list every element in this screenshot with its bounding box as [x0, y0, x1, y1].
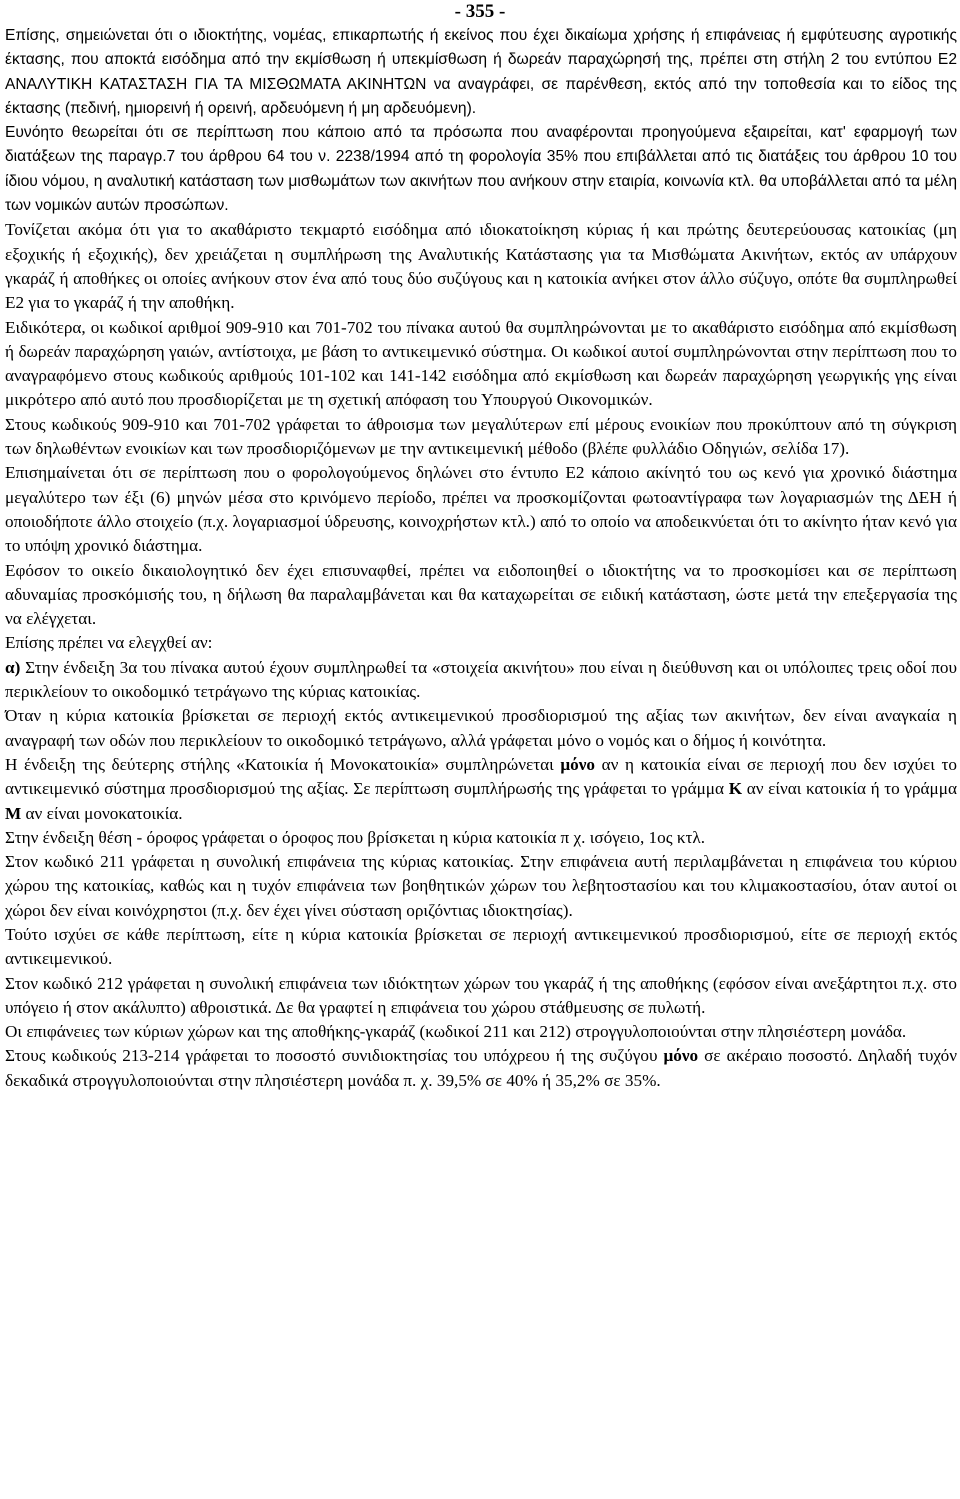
text-run: αν είναι κατοικία ή το γράμμα [742, 779, 957, 799]
paragraph-code-212: Στον κωδικό 212 γράφεται η συνολική επιφάνεια των ιδιόκτητων χώρων του γκαράζ ή της αποθήκης (εφόσον είναι ανεξάρτητοι π.χ. στο υπόγειο ή στον ακάλυπτο) αθροιστικά. Δε θα γραφτεί η επιφάνεια του χώρου στάθμευσης σε πυλωτή. [5, 973, 957, 1017]
bold-letter-m: Μ [5, 803, 22, 823]
paragraph-codes-213-214 [5, 1044, 957, 1093]
paragraph-owner-occupancy: Τονίζεται ακόμα ότι για το ακαθάριστο τεκμαρτό εισόδημα από ιδιοκατοίκηση κύριας ή και πρώτης δευτερεύουσας κατοικίας (μη εξοχικής ή εξοχικής), δεν χρειάζεται η συμπλήρωση της Αναλυτικής Κατάστασης για τα Μισθώματα Ακινήτων, εκτός αν υπάρχουν γκαράζ ή αποθήκες οι οποίες ανήκουν στον ένα από τους δύο συζύγους και η κατοικία ανήκει στον άλλο σύζυγο, οπότε θα συμπληρωθεί Ε2 για το γκαράζ ή την αποθήκη. [5, 220, 957, 313]
text-run: αν η κατοικία είναι σε περιοχή που δεν ισχύει το αντικειμενικό σύστημα προσδιορισμού της αξίας. Σε περίπτωση συμπλήρωσής της γράφεται το γράμμα [5, 754, 957, 799]
paragraph-vacant-property: Επισημαίνεται ότι σε περίπτωση που ο φορολογούμενος δηλώνει στο έντυπο Ε2 κάποιο ακίνητό του ως κενό για χρονικό διάστημα μεγαλύτερο των έξι (6) μηνών μέσα στο κρινόμενο περίοδο, πρέπει να προσκομίζονται φωτοαντίγραφα των λογαριασμών της ΔΕΗ ή οποιοδήποτε άλλο στοιχείο (π.χ. λογαριασμοί ύδρευσης, κοινοχρήστων κτλ.) από το οποίο να αποδεικνύεται ότι το ακίνητο ήταν κενό για το υπόψη χρονικό διάστημα. [5, 463, 957, 556]
paragraph-agricultural-land: Επίσης, σημειώνεται ότι ο ιδιοκτήτης, νομέας, επικαρπωτής ή εκείνος που έχει δικαίωμα χρήσης ή επιφάνειας ή εμφύτευσης αγροτικής έκτασης, που αποκτά εισόδημα από την εκμίσθωση ή υπεκμίσθωση ή δωρεάν παραχώρησή της, πρέπει στη στήλη 2 του εντύπου Ε2 ΑΝΑΛΥΤΙΚΗ ΚΑΤΑΣΤΑΣΗ ΓΙΑ ΤΑ ΜΙΣΘΩΜΑΤΑ ΑΚΙΝΗΤΩΝ να αναγράφει, σε παρένθεση, εκτός από την τοποθεσία και το είδος της έκτασης (πεδινή, ημιορεινή ή ορεινή, αρδευόμενη ή μη αρδευόμενη). [5, 27, 957, 117]
text-run: Στους κωδικούς 213-214 γράφεται το ποσοστό συνιδιοκτησίας του υπόχρεου ή της συζύγου [5, 1046, 664, 1066]
bold-only: μόνο [560, 754, 595, 774]
paragraph-floor-position: Στην ένδειξη θέση - όροφος γράφεται ο όροφος που βρίσκεται η κύρια κατοικία π χ. ισόγειο, 1ος κτλ. [5, 827, 706, 847]
bold-letter-k: Κ [728, 779, 743, 799]
paragraph-house-type [5, 753, 957, 826]
paragraph-outside-objective-zone: Όταν η κύρια κατοικία βρίσκεται σε περιοχή εκτός αντικειμενικού προσδιορισμού της αξίας των ακινήτων, δεν είναι αναγκαία η αναγραφή των οδών που περικλείουν το οικοδομικό τετράγωνο, αλλά γράφεται μόνο ο νομός και ο δήμος ή κοινότητα. [5, 706, 957, 750]
document-body [5, 24, 957, 1093]
check-a-text: Στην ένδειξη 3α του πίνακα αυτού έχουν συμπληρωθεί τα «στοιχεία ακινήτου» που είναι η διεύθυνση και οι υπόλοιπες τρεις οδοί που περικλείουν το οικοδομικό τετράγωνο της κύριας κατοικίας. [5, 657, 957, 702]
paragraph-check-a [5, 656, 957, 705]
paragraph-checks-intro: Επίσης πρέπει να ελεγχθεί αν: [5, 633, 213, 653]
bold-only: μόνο [663, 1046, 699, 1066]
text-run: αν είναι μονοκατοικία. [21, 803, 183, 823]
paragraph-applies-always: Τούτο ισχύει σε κάθε περίπτωση, είτε η κύρια κατοικία βρίσκεται σε περιοχή αντικειμενικού προσδιορισμού, είτε σε περιοχή εκτός αντικειμενικού. [5, 924, 957, 969]
list-label-a: α) [5, 657, 21, 677]
text-run: σε ακέραιο ποσοστό. Δηλαδή τυχόν δεκαδικά στρογγυλοποιούνται στην πλησιέστερη μονάδα π. χ. 39,5% σε 40% ή 35,2% σε 35%. [5, 1046, 957, 1090]
paragraph-exempt-persons: Ευνόητο θεωρείται ότι σε περίπτωση που κάποιο από τα πρόσωπα που αναφέρονται προηγούμενα εξαιρείται, κατ' εφαρμογή των διατάξεων της παραγρ.7 του άρθρου 64 του ν. 2238/1994 από τη φορολογία 35% που επιβάλλεται από τις διατάξεις του άρθρου 10 του ίδιου νόμου, η αναλυτική κατάσταση των μισθωμάτων των ακινήτων που ανήκουν στην εταιρία, κοινωνία κτλ. θα υποβάλλεται από τα μέλη των νομικών αυτών προσώπων. [5, 124, 957, 215]
paragraph-rounding: Οι επιφάνειες των κύριων χώρων και της αποθήκης-γκαράζ (κωδικοί 211 και 212) στρογγυλοποιούνται στην πλησιέστερη μονάδα. [5, 1022, 907, 1042]
page-number: - 355 - [454, 1, 506, 22]
paragraph-missing-documents: Εφόσον το οικείο δικαιολογητικό δεν έχει επισυναφθεί, πρέπει να ειδοποιηθεί ο ιδιοκτήτης να το προσκομίσει και σε περίπτωση αδυναμίας προσκόμισής του, η δήλωση θα παραλαμβάνεται και θα καταχωρείται σε ειδική κατάσταση, ώστε μετά την επεξεργασία της να ελέγχεται. [5, 560, 957, 629]
paragraph-code-211: Στον κωδικό 211 γράφεται η συνολική επιφάνεια της κύριας κατοικίας. Στην επιφάνεια αυτή περιλαμβάνεται η επιφάνεια του κύριου χώρου της κατοικίας, καθώς και η τυχόν επιφάνεια των βοηθητικών χώρων του λεβητοστασίου και του κλιμακοστασίου, όταν αυτοί οι χώροι δεν είναι κοινόχρηστοι (π.χ. δεν έχει γίνει σύσταση οριζόντιας ιδιοκτησίας). [5, 852, 957, 920]
text-run: Η ένδειξη της δεύτερης στήλης «Κατοικία ή Μονοκατοικία» συμπληρώνεται [5, 754, 561, 774]
paragraph-codes-909-910: Ειδικότερα, οι κωδικοί αριθμοί 909-910 και 701-702 του πίνακα αυτού θα συμπληρώνονται με το ακαθάριστο εισόδημα από εκμίσθωση ή δωρεάν παραχώρηση γαιών, αντίστοιχα, με βάση το αντικειμενικό σύστημα. Οι κωδικοί αυτοί συμπληρώνονται στην περίπτωση που το αναγραφόμενο στους κωδικούς αριθμούς 101-102 και 141-142 εισόδημα από εκμίσθωση και δωρεάν παραχώρηση γεωργικής γης είναι μικρότερο από αυτό που προσδιορίζεται με τη σχετική απόφαση του Υπουργού Οικονομικών. [5, 317, 957, 410]
paragraph-sum-of-rents: Στους κωδικούς 909-910 και 701-702 γράφεται το άθροισμα των μεγαλύτερων επί μέρους ενοικίων που προκύπτουν από τη σύγκριση των δηλωθέντων ενοικίων και των προσδιοριζόμενων με την αντικειμενική μέθοδο (βλέπε φυλλάδιο Οδηγιών, σελίδα 17). [5, 414, 957, 459]
